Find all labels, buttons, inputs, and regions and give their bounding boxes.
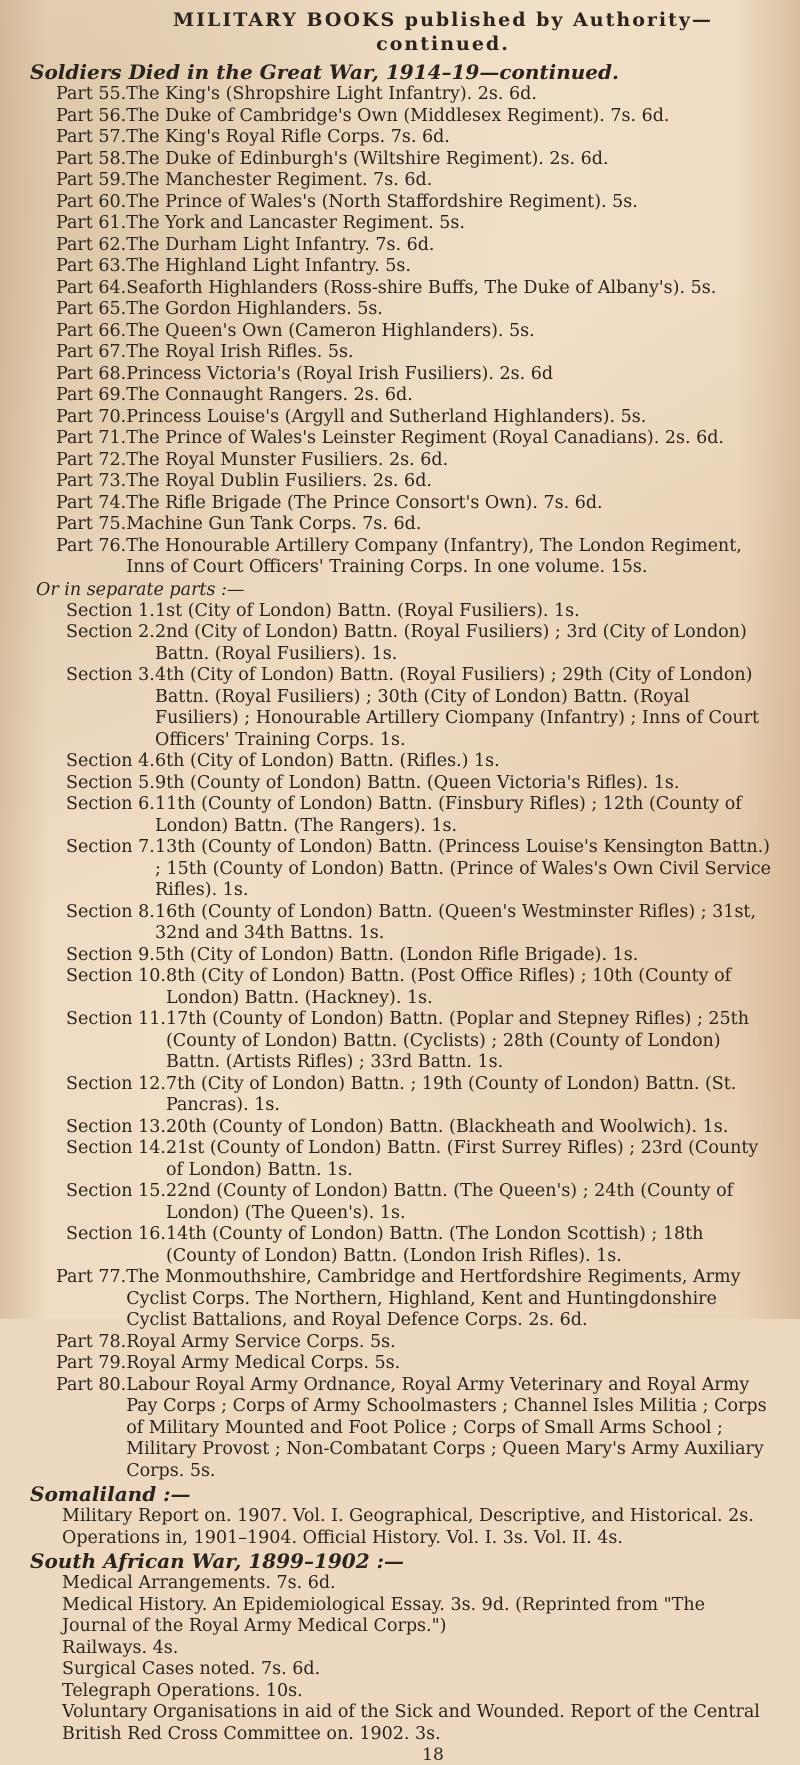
entry-text: 1st (City of London) Battn. (Royal Fusiliers). 1s.	[155, 600, 580, 621]
entry-number: Section 8.	[66, 901, 155, 922]
part-entry	[30, 321, 776, 343]
entry-number: Part 74.	[56, 492, 127, 513]
publication-line: Telegraph Operations. 10s.	[62, 1680, 303, 1701]
entry-text: The Connaught Rangers. 2s. 6d.	[126, 385, 413, 405]
section-entry	[30, 945, 776, 967]
entry-number: Section 14.	[66, 1138, 166, 1158]
entry-text: The King's (Shropshire Light Infantry). 2s. 6d.	[126, 84, 537, 104]
entry-number: Part 65.	[56, 299, 127, 319]
entry-text: The Rifle Brigade (The Prince Consort's Own). 7s. 6d.	[126, 492, 603, 513]
entry-number: Part 67.	[56, 342, 127, 362]
publication-line: Medical Arrangements. 7s. 6d.	[62, 1573, 336, 1593]
entry-number: Section 9.	[66, 944, 155, 965]
entry-number: Section 10.	[66, 966, 166, 986]
entry-text: 21st (County of London) Battn. (First Surrey Rifles) ; 23rd (County of London) Battn. 1s.	[165, 1138, 759, 1180]
publication-line: Military Report on. 1907. Vol. I. Geographical, Descriptive, and Historical. 2s.	[62, 1506, 754, 1526]
entry-number: Part 75.	[56, 514, 127, 534]
publication-line: Medical History. An Epidemiological Essay. 3s. 9d. (Reprinted from "The Journal of the Royal Army Medical Corps.")	[62, 1594, 705, 1636]
publication-line: Railways. 4s.	[62, 1637, 179, 1658]
entry-text: The Honourable Artillery Company (Infantry), The London Regiment, Inns of Court Officers' Training Corps. In one volume. 15s.	[126, 535, 742, 577]
entry-number: Part 70.	[56, 406, 127, 427]
part-entry	[30, 514, 776, 536]
part-entry	[30, 106, 776, 128]
section-entry	[30, 837, 776, 902]
entry-number: Part 79.	[56, 1353, 127, 1373]
entry-text: The Duke of Cambridge's Own (Middlesex Regiment). 7s. 6d.	[126, 105, 670, 126]
part-entry	[30, 428, 776, 450]
entry-number: Section 11.	[66, 1009, 166, 1029]
entry-text: The Prince of Wales's Leinster Regiment (Royal Canadians). 2s. 6d.	[126, 428, 724, 448]
part-entry	[30, 364, 776, 386]
part-entry	[30, 450, 776, 472]
part-entry	[30, 192, 776, 214]
publication-line: Surgical Cases noted. 7s. 6d.	[62, 1659, 321, 1679]
entry-number: Part 59.	[56, 170, 127, 190]
entry-number: Part 77.	[56, 1267, 127, 1287]
section-entry	[30, 1009, 776, 1074]
part-entry	[30, 1332, 776, 1354]
section-entry	[30, 751, 776, 773]
entry-number: Part 73.	[56, 471, 127, 491]
entry-text: 6th (City of London) Battn. (Rifles.) 1s.	[155, 751, 500, 771]
entry-number: Part 56.	[56, 105, 127, 126]
entry-number: Part 64.	[56, 277, 127, 298]
section-title: Soldiers Died in the Great War, 1914–19—continued.	[30, 60, 619, 84]
entry-text: The Prince of Wales's (North Staffordshire Regiment). 5s.	[126, 191, 638, 212]
separate-parts-intro: Or in separate parts :—	[36, 579, 245, 600]
part-entry	[30, 385, 776, 407]
entry-number: Section 16.	[66, 1224, 166, 1244]
entry-number: Section 7.	[66, 837, 155, 857]
entry-number: Part 58.	[56, 148, 127, 169]
part-entry	[30, 536, 776, 579]
section-entry	[30, 1117, 776, 1139]
entry-text: Labour Royal Army Ordnance, Royal Army Veterinary and Royal Army Pay Corps ; Corps of Army Schoolmasters ; Channel Isles Militia ; Corps of Military Mounted and Foot Police ; Corps of Small Arms School ; Military Provost ; Non-Combatant Corps ; Queen Mary's Army Auxiliary Corps. 5s.	[126, 1374, 767, 1481]
entry-text: The Monmouthshire, Cambridge and Hertfordshire Regiments, Army Cyclist Corps. The Northern, Highland, Kent and Huntingdonshire Cyclist Battalions, and Royal Defence Corps. 2s. 6d.	[126, 1267, 741, 1330]
entry-text: The Duke of Edinburgh's (Wiltshire Regiment). 2s. 6d.	[126, 148, 609, 169]
south-africa-heading: South African War, 1899–1902 :—	[30, 1549, 404, 1573]
part-entry	[30, 299, 776, 321]
entry-text: 11th (County of London) Battn. (Finsbury Rifles) ; 12th (County of London) Battn. (The Rangers). 1s.	[155, 794, 742, 836]
part-entry	[30, 235, 776, 257]
entry-text: The Manchester Regiment. 7s. 6d.	[126, 170, 433, 190]
section-entry	[30, 1181, 776, 1224]
part-entry	[30, 127, 776, 149]
entry-text: 8th (City of London) Battn. (Post Office Rifles) ; 10th (County of London) Battn. (Hackney). 1s.	[165, 966, 732, 1008]
entry-text: Princess Louise's (Argyll and Sutherland Highlanders). 5s.	[126, 406, 647, 427]
section-entry	[30, 601, 776, 623]
entry-text: The Queen's Own (Cameron Highlanders). 5s.	[126, 320, 535, 341]
entry-text: 4th (City of London) Battn. (Royal Fusiliers) ; 29th (City of London) Battn. (Royal Fusiliers) ; 30th (City of London) Battn. (Royal Fusiliers) ; Honourable Artillery Ciompany (Infantry) ; Inns of Court Officers' Training Corps. 1s.	[155, 665, 760, 750]
entry-number: Part 78.	[56, 1331, 127, 1352]
entry-text: Machine Gun Tank Corps. 7s. 6d.	[126, 514, 422, 534]
part-entry	[30, 1353, 776, 1375]
part-entry	[30, 213, 776, 235]
entry-text: Princess Victoria's (Royal Irish Fusiliers). 2s. 6d	[126, 363, 554, 384]
entry-text: 5th (City of London) Battn. (London Rifle Brigade). 1s.	[155, 944, 639, 965]
parts-list	[30, 84, 776, 579]
entry-number: Part 66.	[56, 320, 127, 341]
entry-text: 7th (City of London) Battn. ; 19th (County of London) Battn. (St. Pancras). 1s.	[165, 1073, 737, 1115]
section-entry	[30, 665, 776, 751]
page-number: 18	[422, 1745, 444, 1765]
section-entry	[30, 794, 776, 837]
entry-number: Part 76.	[56, 535, 127, 556]
entry-number: Part 68.	[56, 363, 127, 384]
part-entry	[30, 471, 776, 493]
entry-number: Part 55.	[56, 84, 127, 104]
entry-text: 22nd (County of London) Battn. (The Queen's) ; 24th (County of London) (The Queen's). 1s.	[165, 1181, 734, 1223]
part-entry	[30, 342, 776, 364]
entry-text: 14th (County of London) Battn. (The London Scottish) ; 18th (County of London) Battn. (London Irish Rifles). 1s.	[165, 1224, 704, 1266]
running-head: MILITARY BOOKS published by Authority—continued.	[173, 9, 713, 55]
entry-text: 20th (County of London) Battn. (Blackheath and Woolwich). 1s.	[165, 1116, 729, 1137]
entry-number: Part 60.	[56, 191, 127, 212]
south-africa-list	[30, 1573, 776, 1745]
part-entry	[30, 84, 776, 106]
section-entry	[30, 1074, 776, 1117]
entry-text: The Gordon Highlanders. 5s.	[126, 299, 383, 319]
entry-text: The Highland Light Infantry. 5s.	[126, 256, 411, 276]
section-entry	[30, 773, 776, 795]
entry-text: 13th (County of London) Battn. (Princess Louise's Kensington Battn.) ; 15th (County of London) Battn. (Prince of Wales's Own Civil Service Rifles). 1s.	[155, 837, 771, 900]
entry-number: Section 3.	[66, 665, 155, 685]
entry-number: Part 57.	[56, 127, 127, 147]
publication-line: Voluntary Organisations in aid of the Sick and Wounded. Report of the Central British Red Cross Committee on. 1902. 3s.	[62, 1702, 760, 1744]
part-entry	[30, 278, 776, 300]
part-entry	[30, 407, 776, 429]
part-entry	[30, 149, 776, 171]
part-entry	[30, 256, 776, 278]
sections-list	[30, 601, 776, 1268]
section-entry	[30, 622, 776, 665]
entry-number: Part 71.	[56, 428, 127, 448]
entry-number: Section 6.	[66, 794, 155, 814]
entry-text: The Durham Light Infantry. 7s. 6d.	[126, 234, 435, 255]
entry-text: The Royal Munster Fusiliers. 2s. 6d.	[126, 449, 449, 470]
entry-number: Section 4.	[66, 751, 155, 771]
entry-number: Part 72.	[56, 449, 127, 470]
entry-text: The Royal Irish Rifles. 5s.	[126, 342, 354, 362]
part-entry	[30, 493, 776, 515]
entry-text: Royal Army Service Corps. 5s.	[126, 1331, 396, 1352]
entry-number: Part 61.	[56, 213, 127, 233]
entry-text: Seaforth Highlanders (Ross-shire Buffs, The Duke of Albany's). 5s.	[126, 277, 717, 298]
entry-number: Part 80.	[56, 1374, 127, 1395]
entry-number: Part 62.	[56, 234, 127, 255]
entry-number: Section 5.	[66, 772, 155, 793]
later-parts-list	[30, 1267, 776, 1482]
entry-number: Section 2.	[66, 622, 155, 642]
somaliland-list	[30, 1506, 776, 1549]
entry-number: Section 1.	[66, 600, 155, 621]
entry-text: The Royal Dublin Fusiliers. 2s. 6d.	[126, 471, 432, 491]
section-entry	[30, 1138, 776, 1181]
entry-number: Section 15.	[66, 1181, 166, 1201]
section-entry	[30, 966, 776, 1009]
entry-number: Part 63.	[56, 256, 127, 276]
part-entry	[30, 1267, 776, 1332]
entry-text: The York and Lancaster Regiment. 5s.	[126, 213, 465, 233]
entry-text: The King's Royal Rifle Corps. 7s. 6d.	[126, 127, 450, 147]
publication-line: Operations in, 1901–1904. Official History. Vol. I. 3s. Vol. II. 4s.	[62, 1527, 623, 1548]
entry-number: Part 69.	[56, 385, 127, 405]
entry-text: 2nd (City of London) Battn. (Royal Fusiliers) ; 3rd (City of London) Battn. (Royal Fusiliers). 1s.	[155, 622, 747, 664]
part-entry	[30, 170, 776, 192]
entry-number: Section 12.	[66, 1073, 166, 1094]
somaliland-heading: Somaliland :—	[30, 1482, 191, 1506]
entry-number: Section 13.	[66, 1116, 166, 1137]
entry-text: 9th (County of London) Battn. (Queen Victoria's Rifles). 1s.	[155, 772, 680, 793]
part-entry	[30, 1375, 776, 1483]
entry-text: 16th (County of London) Battn. (Queen's Westminster Rifles) ; 31st, 32nd and 34th Battns. 1s.	[155, 901, 757, 943]
section-entry	[30, 1224, 776, 1267]
entry-text: Royal Army Medical Corps. 5s.	[126, 1353, 401, 1373]
entry-text: 17th (County of London) Battn. (Poplar and Stepney Rifles) ; 25th (County of London) Battn. (Cyclists) ; 28th (County of London) Battn. (Artists Rifles) ; 33rd Battn. 1s.	[165, 1009, 749, 1072]
section-entry	[30, 902, 776, 945]
